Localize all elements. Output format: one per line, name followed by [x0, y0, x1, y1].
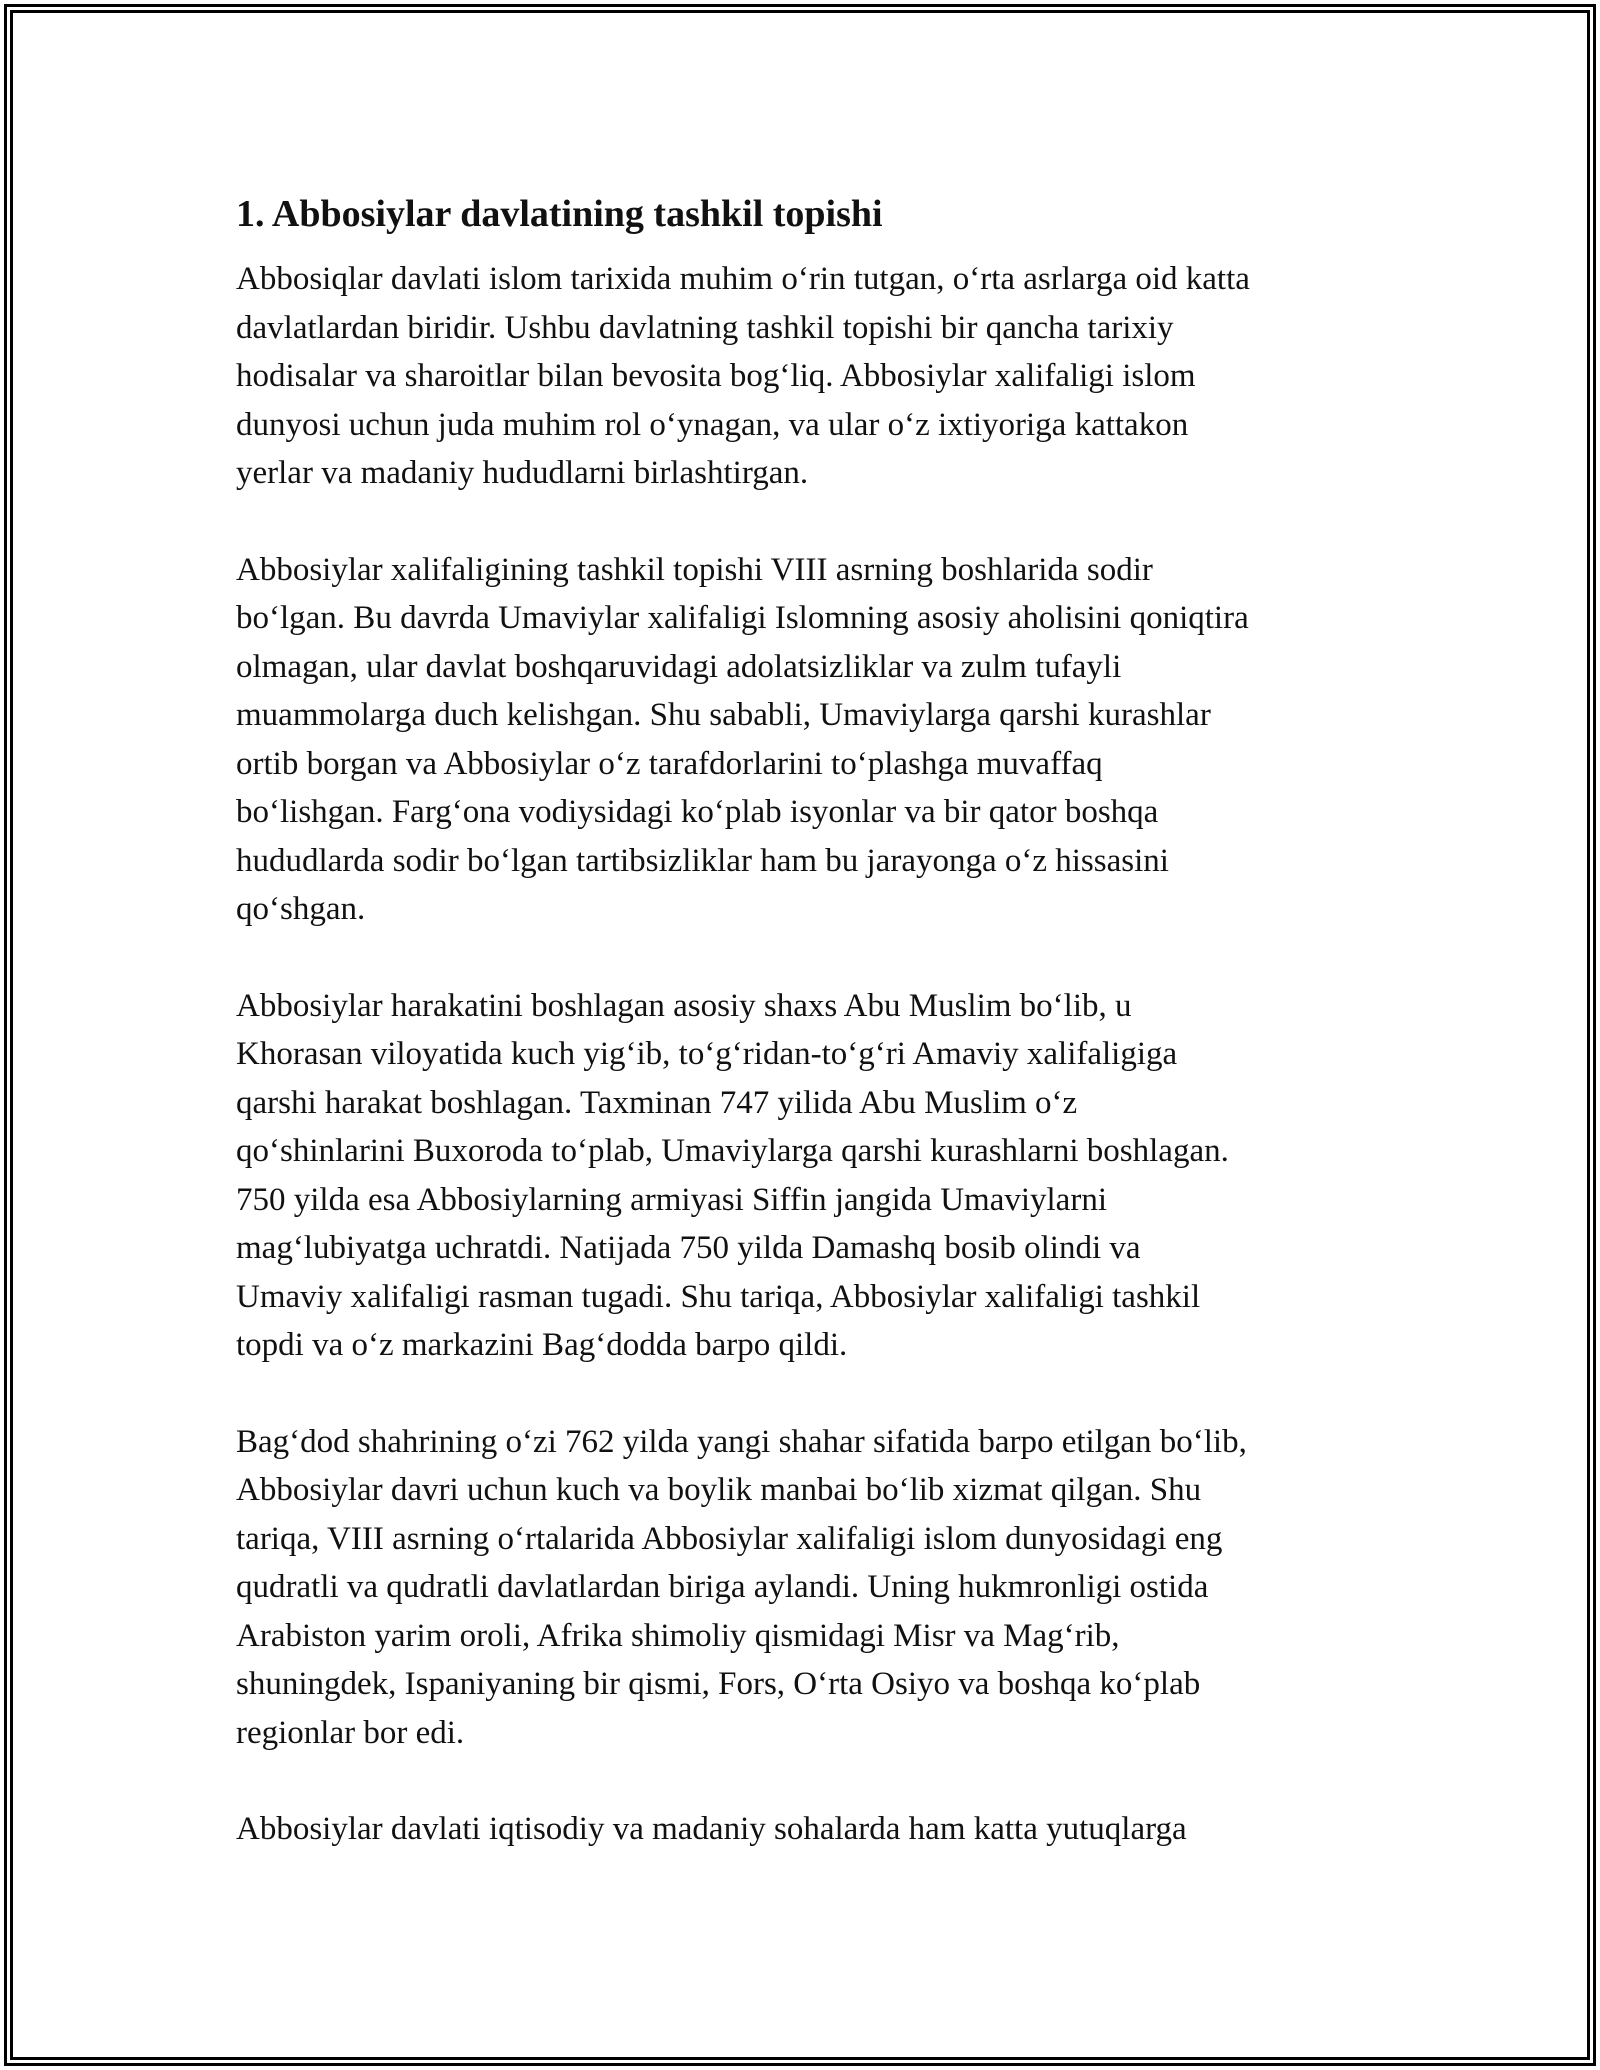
- paragraph-line: davlatlardan biridir. Ushbu davlatning tashkil topishi bir qancha tarixiy: [236, 309, 1174, 346]
- paragraph-line: bo‘lishgan. Farg‘ona vodiysidagi ko‘plab isyonlar va bir qator boshqa: [236, 794, 1159, 830]
- paragraph: [236, 546, 1386, 934]
- paragraph-line: Abbosiylar xalifaligining tashkil topishi VIII asrning boshlarida sodir: [236, 551, 1153, 588]
- paragraph-line: topdi va o‘z markazini Bag‘dodda barpo qildi.: [236, 1327, 848, 1363]
- paragraph-line: 750 yilda esa Abbosiylarning armiyasi Siffin jangida Umaviylarni: [236, 1181, 1107, 1218]
- paragraph-line: dunyosi uchun juda muhim rol o‘ynagan, va ular o‘z ixtiyoriga kattakon: [236, 406, 1189, 443]
- paragraph: [236, 982, 1386, 1370]
- paragraph: [236, 1805, 1386, 1854]
- paragraph-line: olmagan, ular davlat boshqaruvidagi adolatsizliklar va zulm tufayli: [236, 648, 1122, 685]
- paragraph-line: muammolarga duch kelishgan. Shu sababli, Umaviylarga qarshi kurashlar: [236, 697, 1211, 733]
- document-body: [236, 186, 1386, 1902]
- paragraph-line: qudratli va qudratli davlatlardan biriga aylandi. Uning hukmronligi ostida: [236, 1569, 1209, 1605]
- paragraph-line: Umaviy xalifaligi rasman tugadi. Shu tariqa, Abbosiylar xalifaligi tashkil: [236, 1278, 1201, 1315]
- paragraph-line: Bag‘dod shahrining o‘zi 762 yilda yangi shahar sifatida barpo etilgan bo‘lib,: [236, 1423, 1247, 1460]
- paragraph-line: Arabiston yarim oroli, Afrika shimoliy qismidagi Misr va Mag‘rib,: [236, 1617, 1120, 1654]
- paragraph-line: qarshi harakat boshlagan. Taxminan 747 yilida Abu Muslim o‘z: [236, 1084, 1078, 1121]
- paragraph-line: Abbosiylar davlati iqtisodiy va madaniy sohalarda ham katta yutuqlarga: [236, 1811, 1187, 1847]
- paragraph-line: Khorasan viloyatida kuch yig‘ib, to‘g‘ridan-to‘g‘ri Amaviy xalifaligiga: [236, 1036, 1178, 1072]
- paragraph: [236, 1418, 1386, 1758]
- paragraph-line: qo‘shinlarini Buxoroda to‘plab, Umaviylarga qarshi kurashlarni boshlagan.: [236, 1133, 1229, 1169]
- paragraph-line: ortib borgan va Abbosiylar o‘z tarafdorlarini to‘plashga muvaffaq: [236, 745, 1103, 782]
- paragraph-list: [236, 255, 1386, 1854]
- paragraph-line: Abbosiylar harakatini boshlagan asosiy shaxs Abu Muslim bo‘lib, u: [236, 987, 1132, 1024]
- paragraph: [236, 255, 1386, 498]
- paragraph-line: Abbosiqlar davlati islom tarixida muhim o‘rin tutgan, o‘rta asrlarga oid katta: [236, 261, 1250, 297]
- paragraph-line: hodisalar va sharoitlar bilan bevosita bog‘liq. Abbosiylar xalifaligi islom: [236, 358, 1196, 394]
- paragraph-line: mag‘lubiyatga uchratdi. Natijada 750 yilda Damashq bosib olindi va: [236, 1230, 1141, 1266]
- paragraph-line: qo‘shgan.: [236, 891, 366, 927]
- paragraph-line: hududlarda sodir bo‘lgan tartibsizliklar ham bu jarayonga o‘z hissasini: [236, 842, 1169, 879]
- paragraph-line: regionlar bor edi.: [236, 1714, 465, 1751]
- paragraph-line: Abbosiylar davri uchun kuch va boylik manbai bo‘lib xizmat qilgan. Shu: [236, 1472, 1202, 1508]
- paragraph-line: tariqa, VIII asrning o‘rtalarida Abbosiylar xalifaligi islom dunyosidagi eng: [236, 1520, 1223, 1557]
- paragraph-line: shuningdek, Ispaniyaning bir qismi, Fors, O‘rta Osiyo va boshqa ko‘plab: [236, 1666, 1201, 1702]
- section-heading: 1. Abbosiylar davlatining tashkil topishi: [236, 193, 883, 235]
- paragraph-line: bo‘lgan. Bu davrda Umaviylar xalifaligi Islomning asosiy aholisini qoniqtira: [236, 600, 1249, 636]
- paragraph-line: yerlar va madaniy hududlarni birlashtirgan.: [236, 455, 809, 491]
